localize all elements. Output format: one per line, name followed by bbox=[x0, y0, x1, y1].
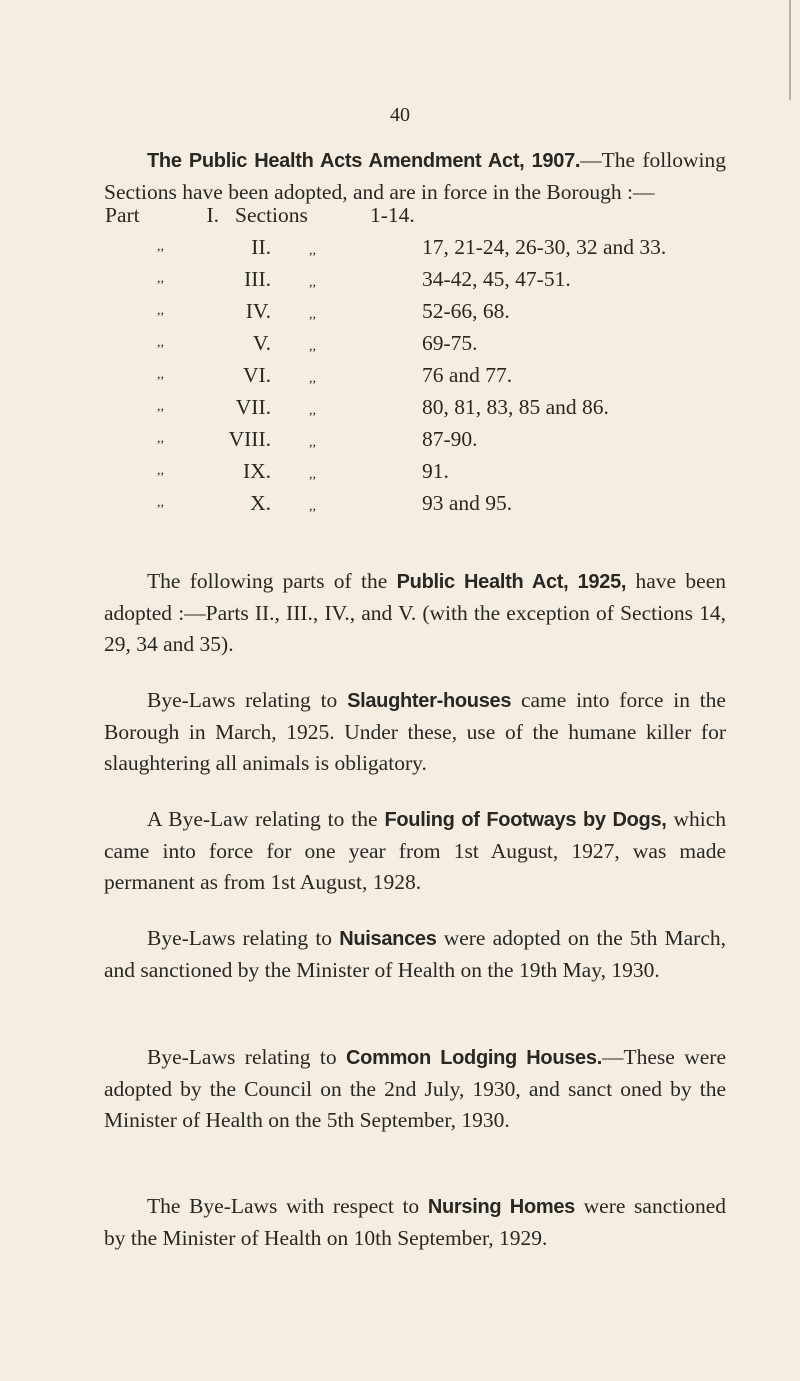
paragraph bbox=[104, 685, 726, 779]
part-label: ,, bbox=[157, 239, 164, 254]
table-row bbox=[157, 231, 666, 263]
page-edge bbox=[789, 0, 791, 100]
part-number: IV. bbox=[245, 299, 271, 323]
paragraph-text: Bye-Laws relating to bbox=[147, 926, 340, 950]
paragraph bbox=[104, 804, 726, 898]
section-numbers: 87-90. bbox=[422, 427, 478, 451]
part-label: ,, bbox=[157, 303, 164, 318]
paragraph bbox=[104, 1191, 726, 1254]
section-numbers: 69-75. bbox=[422, 331, 478, 355]
paragraph bbox=[104, 1042, 726, 1136]
part-number: VIII. bbox=[228, 427, 271, 451]
paragraph-text: Bye-Laws relating to bbox=[147, 688, 348, 712]
section-numbers: 34-42, 45, 47-51. bbox=[422, 267, 571, 291]
table-row bbox=[157, 423, 666, 455]
paragraph-heading: Common Lodging Houses. bbox=[346, 1047, 602, 1069]
part-number: VII. bbox=[235, 395, 271, 419]
paragraph-text: —These were adopted by the Council on the 2nd July, 1930, and sanct oned by the Minister of Health on the 5th September, 1930. bbox=[104, 1045, 726, 1132]
paragraph-heading: Slaughter-houses bbox=[347, 690, 512, 712]
part-label: Part bbox=[105, 203, 140, 227]
sections-table bbox=[105, 199, 667, 519]
part-label: ,, bbox=[157, 431, 164, 446]
section-numbers: 17, 21-24, 26-30, 32 and 33. bbox=[422, 235, 667, 259]
paragraph-heading: Public Health Act, 1925, bbox=[396, 571, 627, 593]
paragraph-heading: Fouling of Footways by Dogs, bbox=[384, 809, 667, 831]
paragraph-text: came into force in the Borough in March, 1925. Under these, use of the humane killer for slaughtering all animals is obligatory. bbox=[104, 688, 726, 775]
sections-label: ,, bbox=[309, 339, 316, 354]
part-number: III. bbox=[244, 267, 271, 291]
table-row bbox=[157, 295, 666, 327]
part-number: VI. bbox=[242, 363, 271, 387]
table-row bbox=[105, 199, 666, 231]
part-label: ,, bbox=[157, 367, 164, 382]
section-numbers: 76 and 77. bbox=[422, 363, 513, 387]
sections-label: ,, bbox=[309, 499, 316, 514]
sections-label: ,, bbox=[309, 467, 316, 482]
part-label: ,, bbox=[157, 399, 164, 414]
part-label: ,, bbox=[157, 271, 164, 286]
intro-text: —The following Sections have been adopted, and are in force in the Borough :— bbox=[104, 148, 726, 204]
table-row bbox=[157, 455, 666, 487]
paragraph-text: were adopted on the 5th March, and sanctioned by the Minister of Health on the 19th May, 1930. bbox=[104, 926, 726, 982]
part-label: ,, bbox=[157, 463, 164, 478]
sections-label: ,, bbox=[309, 403, 316, 418]
section-numbers: 80, 81, 83, 85 and 86. bbox=[422, 395, 609, 419]
page-number: 40 bbox=[390, 104, 410, 126]
paragraph bbox=[104, 566, 726, 660]
paragraph-text: which came into force for one year from 1st August, 1927, was made permanent as from 1st August, 1928. bbox=[104, 807, 726, 894]
intro-heading: The Public Health Acts Amendment Act, 1907. bbox=[147, 150, 581, 172]
section-numbers: 52-66, 68. bbox=[422, 299, 510, 323]
paragraph-text: have been adopted :—Parts II., III., IV., and V. (with the exception of Sections 14, 29, 34 and 35). bbox=[104, 569, 726, 656]
sections-label: Sections bbox=[235, 203, 308, 227]
part-number: X. bbox=[250, 491, 271, 515]
section-numbers: 1-14. bbox=[370, 203, 415, 227]
paragraph bbox=[104, 923, 726, 986]
paragraph-heading: Nursing Homes bbox=[427, 1196, 575, 1218]
table-row bbox=[157, 487, 666, 519]
part-label: ,, bbox=[157, 335, 164, 350]
part-number: II. bbox=[251, 235, 271, 259]
sections-label: ,, bbox=[309, 275, 316, 290]
paragraph-text: were sanctioned by the Minister of Health on 10th September, 1929. bbox=[104, 1194, 726, 1250]
part-number: V. bbox=[252, 331, 271, 355]
paragraph-heading: Nuisances bbox=[339, 928, 437, 950]
section-numbers: 91. bbox=[422, 459, 449, 483]
part-number: I. bbox=[206, 203, 219, 227]
part-label: ,, bbox=[157, 495, 164, 510]
table-row bbox=[157, 263, 666, 295]
sections-label: ,, bbox=[309, 307, 316, 322]
sections-label: ,, bbox=[309, 435, 316, 450]
paragraph-text: The Bye-Laws with respect to bbox=[147, 1194, 428, 1218]
table-row bbox=[157, 391, 666, 423]
table-row bbox=[157, 359, 666, 391]
sections-label: ,, bbox=[309, 371, 316, 386]
paragraph-text: The following parts of the bbox=[147, 569, 397, 593]
section-numbers: 93 and 95. bbox=[422, 491, 513, 515]
table-row bbox=[157, 327, 666, 359]
part-number: IX. bbox=[242, 459, 271, 483]
paragraph-text: Bye-Laws relating to bbox=[147, 1045, 347, 1069]
sections-label: ,, bbox=[309, 243, 316, 258]
paragraph-text: A Bye-Law relating to the bbox=[147, 807, 385, 831]
